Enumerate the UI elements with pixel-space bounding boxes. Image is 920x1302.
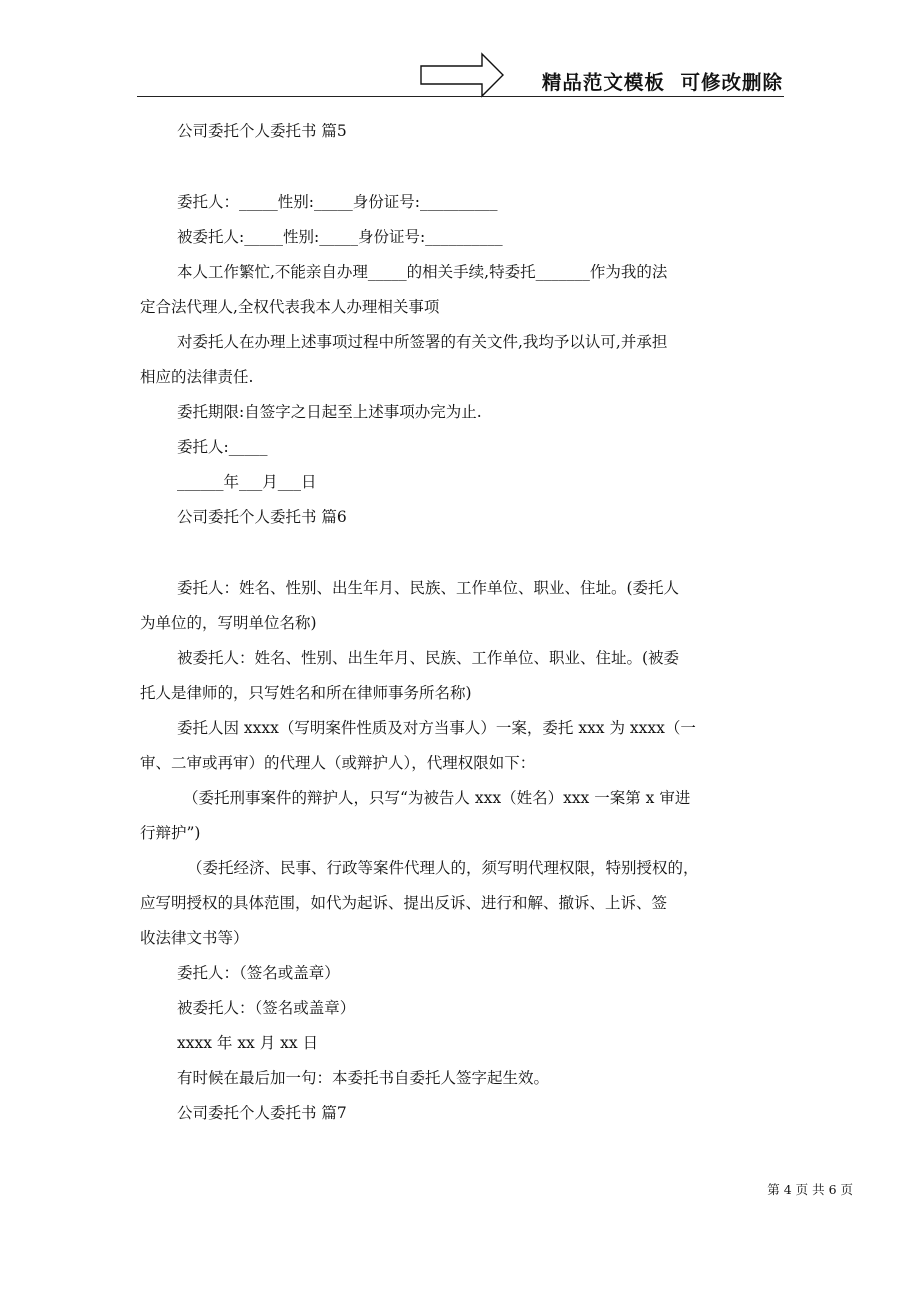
section-title: 公司委托个人委托书 篇6 [177, 508, 347, 526]
paragraph-line: 审、二审或再审）的代理人（或辩护人），代理权限如下： [140, 754, 536, 772]
signature-line: 被委托人：（签名或盖章） [177, 999, 356, 1017]
blank-line [140, 535, 780, 571]
paragraph-line: （委托刑事案件的辩护人，只写“为被告人 xxx（姓名）xxx 一案第 x 审进 [183, 789, 691, 807]
document-body [140, 114, 780, 1131]
paragraph-line: 被委托人:_____性别:_____身份证号:__________ [177, 228, 503, 246]
paragraph-line: 委托人：_____性别:_____身份证号:__________ [177, 193, 498, 211]
section-title: 公司委托个人委托书 篇7 [177, 1104, 347, 1122]
section-title: 公司委托个人委托书 篇5 [177, 122, 347, 140]
paragraph-line: 为单位的，写明单位名称) [140, 614, 317, 632]
arrow-icon [420, 52, 504, 98]
paragraph-line: 行辩护”) [140, 824, 201, 842]
date-line: xxxx 年 xx 月 xx 日 [177, 1034, 319, 1052]
paragraph-line: 委托人因 xxxx（写明案件性质及对方当事人）一案，委托 xxx 为 xxxx（一 [177, 719, 696, 737]
header-divider [137, 96, 784, 97]
paragraph-line: 委托人:_____ [177, 438, 268, 456]
blank-line [140, 149, 780, 185]
header-title: 精品范文模板 可修改删除 [541, 71, 783, 94]
signature-line: 委托人：（签名或盖章） [177, 964, 340, 982]
page-number: 第 4 页 共 6 页 [767, 1182, 853, 1197]
paragraph-line: 委托人：姓名、性别、出生年月、民族、工作单位、职业、住址。(委托人 [177, 579, 680, 597]
paragraph-line: 应写明授权的具体范围，如代为起诉、提出反诉、进行和解、撤诉、上诉、签 [140, 894, 668, 912]
paragraph-line: 托人是律师的，只写姓名和所在律师事务所名称) [140, 684, 472, 702]
paragraph-line: 定合法代理人,全权代表我本人办理相关事项 [140, 298, 440, 316]
date-line: ______年___月___日 [177, 473, 317, 491]
paragraph-line: 相应的法律责任. [140, 368, 254, 386]
paragraph-line: 对委托人在办理上述事项过程中所签署的有关文件,我均予以认可,并承担 [177, 333, 668, 351]
paragraph-line: 有时候在最后加一句：本委托书自委托人签字起生效。 [177, 1069, 550, 1087]
paragraph-line: 被委托人：姓名、性别、出生年月、民族、工作单位、职业、住址。(被委 [177, 649, 680, 667]
paragraph-line: 委托期限:自签字之日起至上述事项办完为止. [177, 403, 482, 421]
paragraph-line: （委托经济、民事、行政等案件代理人的，须写明代理权限，特别授权的， [187, 859, 699, 877]
paragraph-line: 本人工作繁忙,不能亲自办理_____的相关手续,特委托_______作为我的法 [177, 263, 668, 281]
paragraph-line: 收法律文书等） [140, 929, 249, 947]
